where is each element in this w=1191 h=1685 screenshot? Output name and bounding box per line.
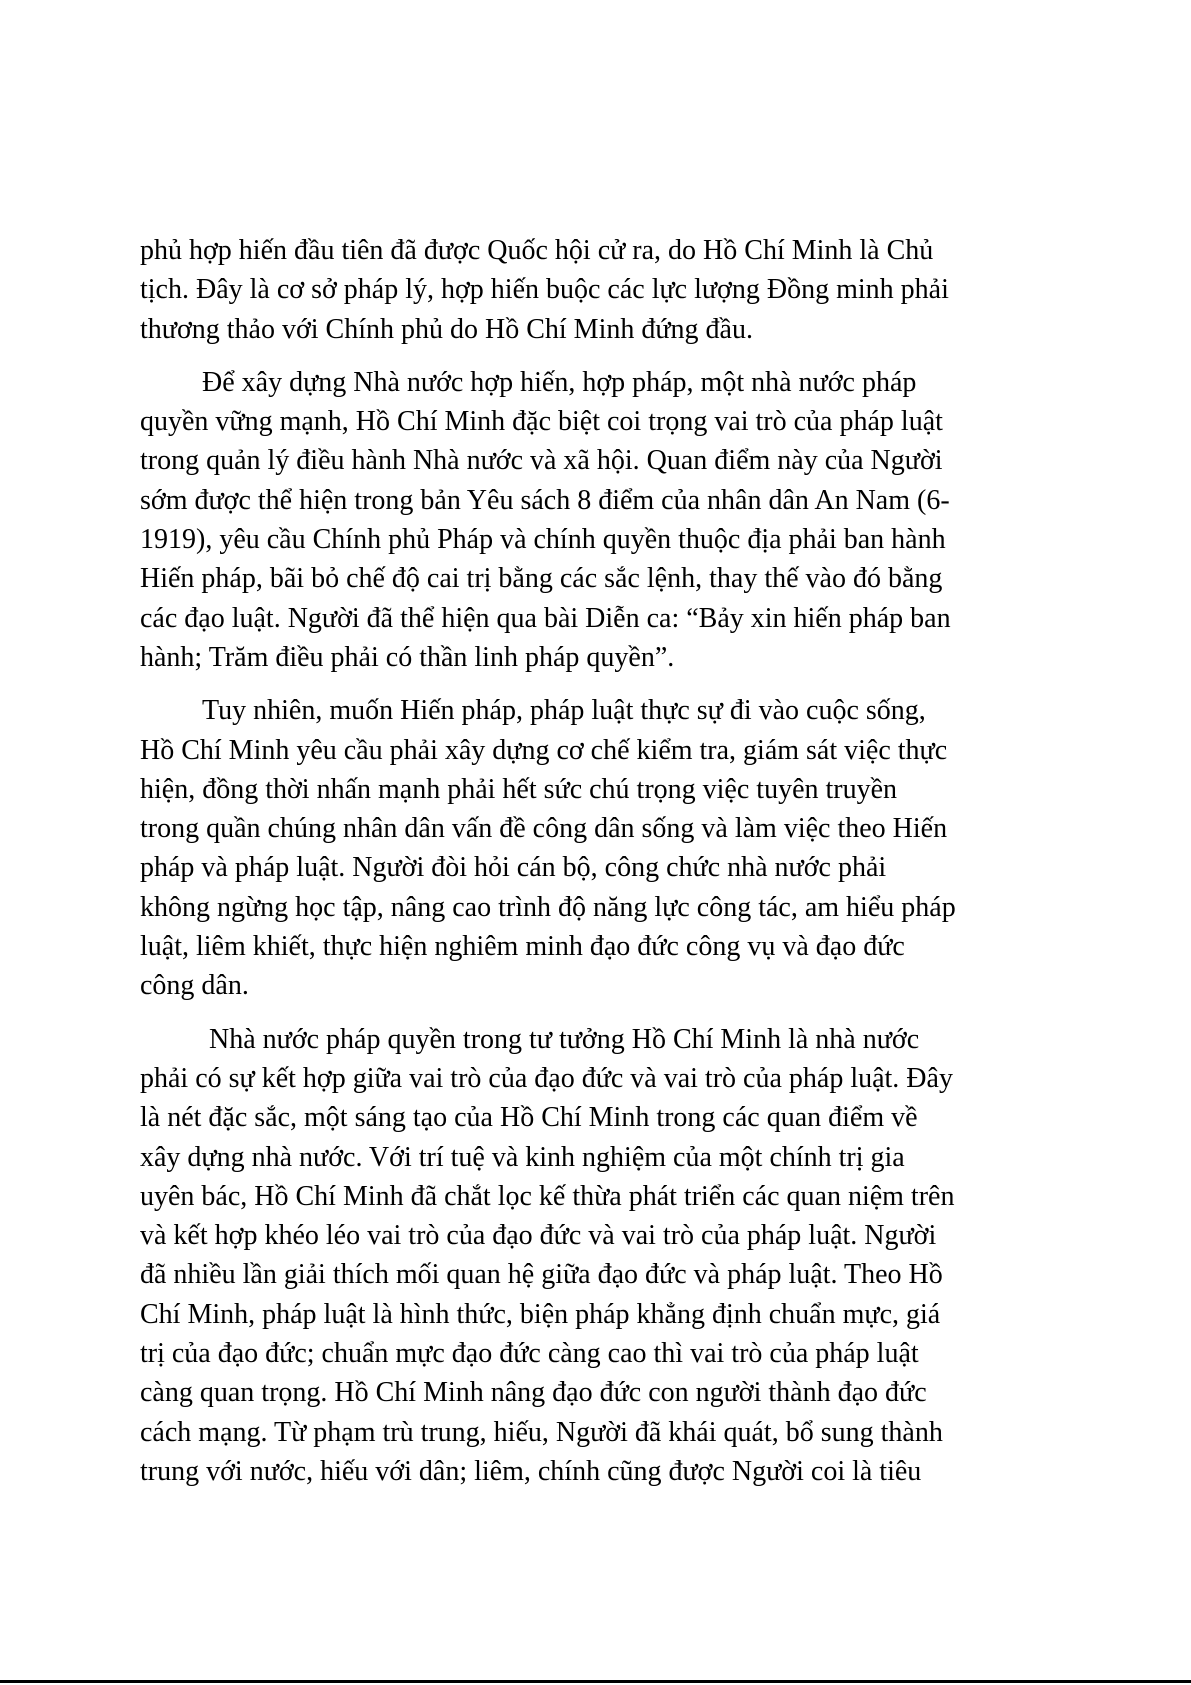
text-line: Tuy nhiên, muốn Hiến pháp, pháp luật thực sự đi vào cuộc sống, <box>202 695 926 727</box>
text-line: đã nhiều lần giải thích mối quan hệ giữa đạo đức và pháp luật. Theo Hồ <box>140 1259 943 1291</box>
body-text <box>140 231 1060 1505</box>
text-line: Để xây dựng Nhà nước hợp hiến, hợp pháp, một nhà nước pháp <box>202 366 917 398</box>
text-line: và kết hợp khéo léo vai trò của đạo đức và vai trò của pháp luật. Người <box>140 1220 937 1252</box>
text-line: Chí Minh, pháp luật là hình thức, biện pháp khẳng định chuẩn mực, giá <box>140 1298 941 1330</box>
text-line: Nhà nước pháp quyền trong tư tưởng Hồ Chí Minh là nhà nước <box>209 1023 920 1055</box>
text-line: không ngừng học tập, nâng cao trình độ năng lực công tác, am hiểu pháp <box>140 891 956 923</box>
paragraph-4 <box>140 1020 1060 1492</box>
text-line: cách mạng. Từ phạm trù trung, hiếu, Người đã khái quát, bổ sung thành <box>140 1416 943 1448</box>
paragraph-1 <box>140 231 1060 349</box>
text-line: trong quần chúng nhân dân vấn đề công dân sống và làm việc theo Hiến <box>140 813 948 845</box>
text-line: các đạo luật. Người đã thể hiện qua bài Diễn ca: “Bảy xin hiến pháp ban <box>140 602 951 634</box>
paragraph-3 <box>140 691 1060 1005</box>
text-line: hành; Trăm điều phải có thần linh pháp quyền”. <box>140 641 675 673</box>
text-line: Hồ Chí Minh yêu cầu phải xây dựng cơ chế kiểm tra, giám sát việc thực <box>140 734 948 766</box>
text-line: là nét đặc sắc, một sáng tạo của Hồ Chí Minh trong các quan điểm về <box>140 1102 918 1134</box>
text-line: sớm được thể hiện trong bản Yêu sách 8 điểm của nhân dân An Nam (6- <box>140 484 950 516</box>
text-line: trung với nước, hiếu với dân; liêm, chính cũng được Người coi là tiêu <box>140 1455 922 1487</box>
text-line: Hiến pháp, bãi bỏ chế độ cai trị bằng các sắc lệnh, thay thế vào đó bằng <box>140 563 943 595</box>
text-line: quyền vững mạnh, Hồ Chí Minh đặc biệt coi trọng vai trò của pháp luật <box>140 406 943 438</box>
text-line: trị của đạo đức; chuẩn mực đạo đức càng cao thì vai trò của pháp luật <box>140 1338 919 1370</box>
text-line: trong quản lý điều hành Nhà nước và xã hội. Quan điểm này của Người <box>140 445 943 477</box>
text-line: phải có sự kết hợp giữa vai trò của đạo đức và vai trò của pháp luật. Đây <box>140 1062 953 1094</box>
paragraph-2 <box>140 363 1060 677</box>
text-line: hiện, đồng thời nhấn mạnh phải hết sức chú trọng việc tuyên truyền <box>140 773 898 805</box>
text-line: thương thảo với Chính phủ do Hồ Chí Minh đứng đầu. <box>140 313 753 345</box>
text-line: công dân. <box>140 970 249 1002</box>
text-line: phủ hợp hiến đầu tiên đã được Quốc hội cử ra, do Hồ Chí Minh là Chủ <box>140 235 934 266</box>
text-line: 1919), yêu cầu Chính phủ Pháp và chính quyền thuộc địa phải ban hành <box>140 524 946 556</box>
text-line: tịch. Đây là cơ sở pháp lý, hợp hiến buộc các lực lượng Đồng minh phải <box>140 274 949 306</box>
text-line: uyên bác, Hồ Chí Minh đã chắt lọc kế thừa phát triển các quan niệm trên <box>140 1180 955 1212</box>
text-line: luật, liêm khiết, thực hiện nghiêm minh đạo đức công vụ và đạo đức <box>140 931 905 963</box>
text-line: càng quan trọng. Hồ Chí Minh nâng đạo đức con người thành đạo đức <box>140 1377 927 1409</box>
text-line: xây dựng nhà nước. Với trí tuệ và kinh nghiệm của một chính trị gia <box>140 1141 905 1173</box>
text-line: pháp và pháp luật. Người đòi hỏi cán bộ, công chức nhà nước phải <box>140 852 887 884</box>
page-bottom-rule <box>0 1680 1191 1683</box>
